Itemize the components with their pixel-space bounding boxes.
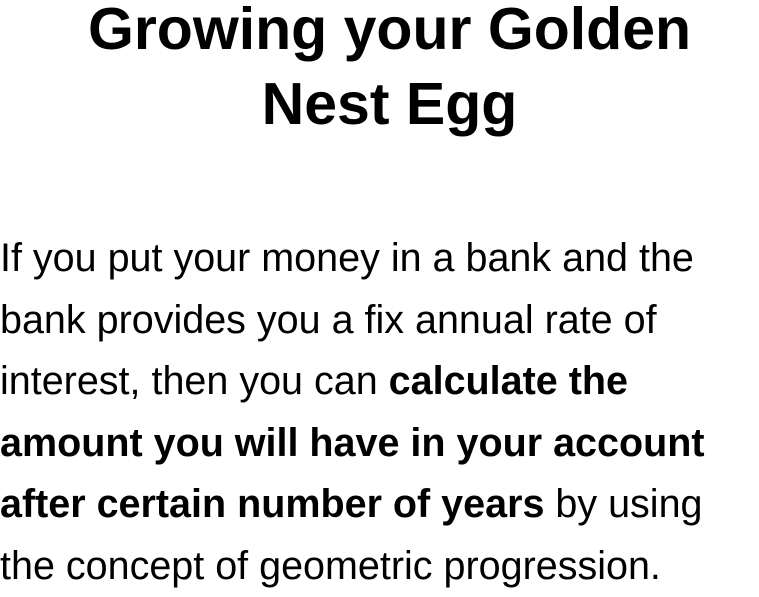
body-line-3-bold: calculate the <box>389 359 628 403</box>
body-line-1: If you put your money in a bank and the <box>0 228 759 290</box>
title-line-2: Nest Egg <box>0 67 759 142</box>
body-line-3-plain: interest, then you can <box>0 359 389 403</box>
body-paragraph <box>0 228 759 597</box>
body-line-2: bank provides you a fix annual rate of <box>0 290 759 352</box>
slide-title <box>0 0 759 142</box>
title-line-1: Growing your Golden <box>0 0 759 67</box>
body-line-5 <box>0 474 759 536</box>
body-line-5-bold: after certain number of years <box>0 482 544 526</box>
body-line-4: amount you will have in your account <box>0 413 759 475</box>
body-line-3 <box>0 351 759 413</box>
body-line-5-plain: by using <box>544 482 702 526</box>
body-line-6: the concept of geometric progression. <box>0 536 759 597</box>
